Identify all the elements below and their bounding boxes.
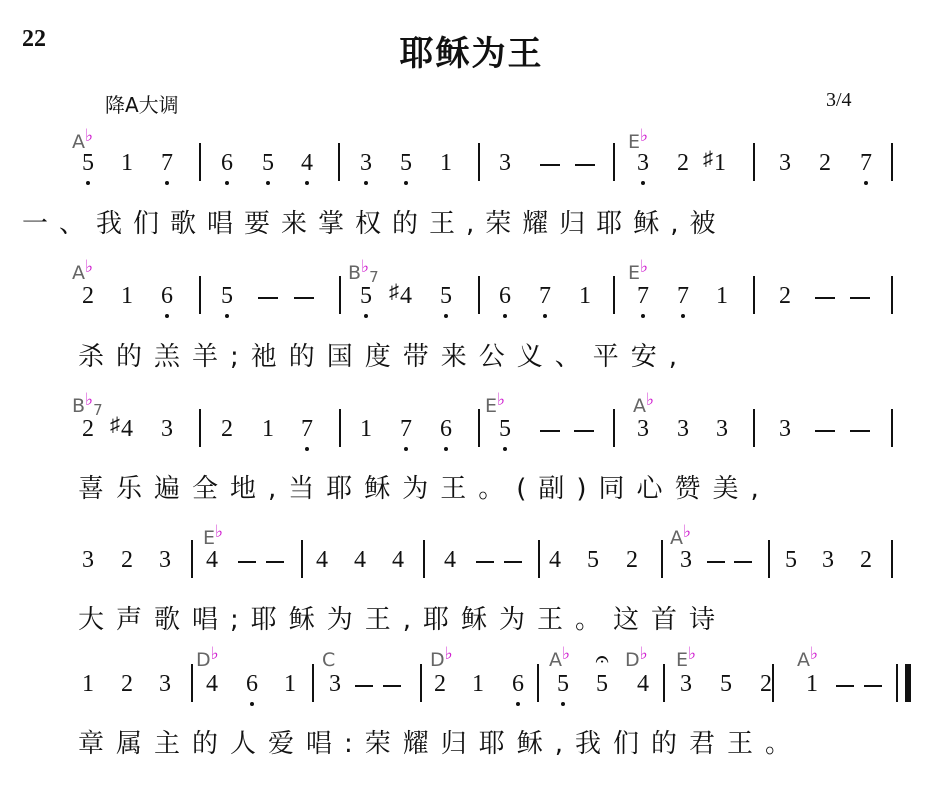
note: 5	[82, 150, 94, 176]
note: 6	[512, 671, 524, 697]
octave-dot	[305, 447, 309, 451]
note: 3	[680, 671, 692, 697]
octave-dot	[225, 181, 229, 185]
note: 3	[82, 547, 94, 573]
chord-symbol: A♭	[670, 522, 692, 549]
hymn-title: 耶稣为王	[399, 34, 544, 74]
note: 3	[637, 150, 649, 176]
note: 4	[400, 283, 412, 309]
octave-dot	[364, 181, 368, 185]
note: 1	[262, 416, 274, 442]
note: 3	[779, 416, 791, 442]
chord-symbol: A♭	[72, 126, 94, 153]
note: 5	[440, 283, 452, 309]
note: 2	[677, 150, 689, 176]
flat-sign: ♭	[640, 126, 649, 146]
flat-sign: ♭	[85, 390, 94, 410]
flat-sign: ♭	[497, 390, 506, 410]
final-barline	[905, 664, 911, 702]
note: 1	[472, 671, 484, 697]
barline	[663, 664, 665, 702]
note: 5	[499, 416, 511, 442]
note: 7	[860, 150, 872, 176]
note: 1	[440, 150, 452, 176]
note: 3	[499, 150, 511, 176]
seventh-mark: 7	[369, 268, 379, 286]
barline	[891, 276, 893, 314]
barline	[339, 409, 341, 447]
octave-dot	[503, 447, 507, 451]
flat-sign: ♭	[688, 644, 697, 664]
note: 5	[785, 547, 797, 573]
note: 2	[121, 671, 133, 697]
note: 5	[557, 671, 569, 697]
hold-dash	[238, 561, 256, 563]
note: 3	[360, 150, 372, 176]
octave-dot	[165, 181, 169, 185]
chord-symbol: A♭	[72, 257, 94, 284]
note: 2	[434, 671, 446, 697]
chord-symbol: A♭	[549, 644, 571, 671]
barline	[753, 409, 755, 447]
barline	[891, 143, 893, 181]
note: 6	[246, 671, 258, 697]
flat-sign: ♭	[640, 257, 649, 277]
note: 5	[360, 283, 372, 309]
flat-sign: ♭	[562, 644, 571, 664]
octave-dot	[404, 181, 408, 185]
hold-dash	[836, 685, 854, 687]
note: 7	[161, 150, 173, 176]
hymn-number: 22	[22, 26, 46, 52]
chord-symbol: D♭	[196, 644, 219, 671]
note: 5	[587, 547, 599, 573]
chord-symbol: E♭	[203, 522, 224, 549]
note: 3	[637, 416, 649, 442]
octave-dot	[250, 702, 254, 706]
barline	[891, 409, 893, 447]
sharp-sign: ♯	[110, 414, 120, 436]
octave-dot	[305, 181, 309, 185]
note: 7	[677, 283, 689, 309]
flat-sign: ♭	[444, 644, 453, 664]
note: 2	[760, 671, 772, 697]
hold-dash	[574, 430, 594, 432]
hold-dash	[355, 685, 373, 687]
note: 4	[354, 547, 366, 573]
hold-dash	[476, 561, 494, 563]
note: 6	[161, 283, 173, 309]
key-signature: 降A大调	[105, 93, 179, 117]
note: 1	[121, 150, 133, 176]
chord-symbol: A♭	[633, 390, 655, 417]
chord-symbol: A♭	[797, 644, 819, 671]
note: 5	[262, 150, 274, 176]
note: 3	[680, 547, 692, 573]
note: 2	[82, 283, 94, 309]
note: 2	[121, 547, 133, 573]
hold-dash	[383, 685, 401, 687]
note: 3	[161, 416, 173, 442]
note: 4	[301, 150, 313, 176]
note: 4	[316, 547, 328, 573]
barline	[339, 276, 341, 314]
note: 1	[82, 671, 94, 697]
hold-dash	[266, 561, 284, 563]
barline	[772, 664, 774, 702]
flat-sign: ♭	[683, 522, 692, 542]
barline	[478, 409, 480, 447]
hold-dash	[864, 685, 882, 687]
note: 2	[779, 283, 791, 309]
octave-dot	[266, 181, 270, 185]
flat-sign: ♭	[215, 522, 224, 542]
note: 3	[677, 416, 689, 442]
sharp-sign: ♯	[389, 281, 399, 303]
octave-dot	[444, 447, 448, 451]
flat-sign: ♭	[639, 644, 648, 664]
note: 4	[549, 547, 561, 573]
note: 5	[720, 671, 732, 697]
barline	[191, 540, 193, 578]
barline	[753, 276, 755, 314]
note: 1	[579, 283, 591, 309]
hold-dash	[707, 561, 725, 563]
time-signature: 3/4	[826, 89, 852, 111]
flat-sign: ♭	[361, 257, 370, 277]
chord-symbol: B♭7	[72, 390, 103, 419]
flat-sign: ♭	[810, 644, 819, 664]
octave-dot	[404, 447, 408, 451]
octave-dot	[503, 314, 507, 318]
hold-dash	[294, 297, 314, 299]
octave-dot	[165, 314, 169, 318]
hold-dash	[258, 297, 278, 299]
barline	[613, 409, 615, 447]
barline	[891, 540, 893, 578]
fermata-icon: 𝄐	[595, 647, 609, 673]
note: 4	[444, 547, 456, 573]
flat-sign: ♭	[646, 390, 655, 410]
seventh-mark: 7	[93, 401, 103, 419]
note: 4	[121, 416, 133, 442]
lyric-line: 喜乐遍全地,当耶稣为王。(副)同心赞美,	[78, 474, 771, 504]
lyric-line: 章属主的人爱唱:荣耀归耶稣,我们的君王。	[78, 729, 804, 759]
lyric-line: 一、我们歌唱要来掌权的王,荣耀归耶稣,被	[22, 209, 727, 239]
octave-dot	[561, 702, 565, 706]
note: 7	[539, 283, 551, 309]
barline	[478, 276, 480, 314]
barline	[338, 143, 340, 181]
barline	[199, 143, 201, 181]
flat-sign: ♭	[85, 257, 94, 277]
octave-dot	[864, 181, 868, 185]
hold-dash	[815, 297, 835, 299]
note: 7	[400, 416, 412, 442]
octave-dot	[516, 702, 520, 706]
chord-symbol: C	[322, 649, 336, 671]
note: 3	[159, 547, 171, 573]
barline	[199, 276, 201, 314]
hold-dash	[504, 561, 522, 563]
barline	[312, 664, 314, 702]
note: 1	[284, 671, 296, 697]
note: 5	[400, 150, 412, 176]
barline	[478, 143, 480, 181]
hold-dash	[734, 561, 752, 563]
note: 2	[860, 547, 872, 573]
note: 5	[221, 283, 233, 309]
note: 2	[221, 416, 233, 442]
note: 3	[159, 671, 171, 697]
note: 1	[806, 671, 818, 697]
hold-dash	[850, 297, 870, 299]
chord-symbol: B♭7	[348, 257, 379, 286]
chord-symbol: E♭	[676, 644, 697, 671]
flat-sign: ♭	[210, 644, 219, 664]
hold-dash	[575, 164, 595, 166]
barline	[423, 540, 425, 578]
note: 2	[819, 150, 831, 176]
note: 3	[822, 547, 834, 573]
hold-dash	[815, 430, 835, 432]
octave-dot	[641, 181, 645, 185]
note: 3	[329, 671, 341, 697]
chord-symbol: D♭	[430, 644, 453, 671]
barline	[191, 664, 193, 702]
barline	[420, 664, 422, 702]
note: 4	[392, 547, 404, 573]
chord-symbol: D♭	[625, 644, 648, 671]
barline	[613, 276, 615, 314]
barline	[538, 540, 540, 578]
lyric-line: 大声歌唱;耶稣为王,耶稣为王。这首诗	[78, 605, 728, 635]
note: 2	[626, 547, 638, 573]
chord-symbol: E♭	[628, 257, 649, 284]
note: 4	[637, 671, 649, 697]
note: 1	[360, 416, 372, 442]
barline	[768, 540, 770, 578]
note: 5	[596, 671, 608, 697]
barline	[537, 664, 539, 702]
note: 7	[637, 283, 649, 309]
lyric-line: 杀的羔羊;祂的国度带来公义、平安,	[78, 342, 690, 372]
chord-symbol: E♭	[628, 126, 649, 153]
octave-dot	[681, 314, 685, 318]
barline	[753, 143, 755, 181]
note: 2	[82, 416, 94, 442]
barline	[613, 143, 615, 181]
chord-symbol: E♭	[485, 390, 506, 417]
note: 1	[716, 283, 728, 309]
barline	[896, 664, 898, 702]
octave-dot	[543, 314, 547, 318]
note: 4	[206, 547, 218, 573]
octave-dot	[444, 314, 448, 318]
barline	[661, 540, 663, 578]
note: 6	[221, 150, 233, 176]
note: 3	[716, 416, 728, 442]
note: 6	[499, 283, 511, 309]
barline	[301, 540, 303, 578]
sharp-sign: ♯	[703, 148, 713, 170]
hold-dash	[540, 430, 560, 432]
octave-dot	[364, 314, 368, 318]
note: 4	[206, 671, 218, 697]
note: 1	[121, 283, 133, 309]
note: 3	[779, 150, 791, 176]
octave-dot	[86, 181, 90, 185]
note: 1	[714, 150, 726, 176]
note: 7	[301, 416, 313, 442]
flat-sign: ♭	[85, 126, 94, 146]
octave-dot	[641, 314, 645, 318]
octave-dot	[225, 314, 229, 318]
hold-dash	[850, 430, 870, 432]
barline	[199, 409, 201, 447]
hold-dash	[540, 164, 560, 166]
note: 6	[440, 416, 452, 442]
